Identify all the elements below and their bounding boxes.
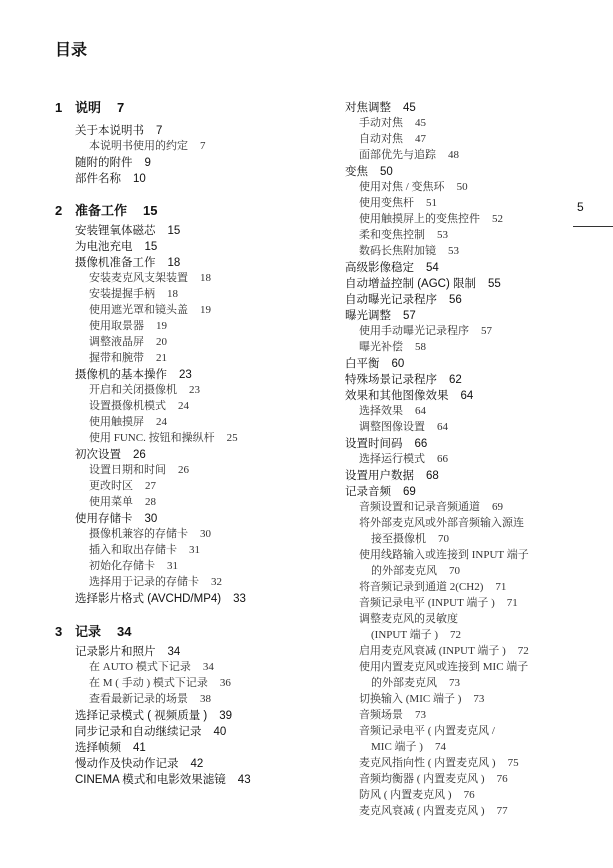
toc-subsection-entry[interactable] — [359, 196, 437, 211]
toc-subsection-entry[interactable] — [359, 788, 475, 803]
toc-page-number: 15 — [144, 241, 158, 253]
toc-entry-title: 查看最新记录的场景 — [89, 693, 188, 705]
toc-entry-title: 使用触摸屏 — [89, 416, 144, 428]
toc-page-number: 60 — [391, 358, 405, 370]
toc-chapter-entry[interactable] — [55, 203, 157, 218]
toc-page-number: 18 — [167, 288, 178, 300]
toc-subsection-entry[interactable] — [89, 351, 167, 366]
toc-page-number: 64 — [415, 405, 426, 417]
page-number: 5 — [577, 200, 584, 214]
toc-page-number: 62 — [449, 374, 462, 386]
toc-entry-title: 记录影片和照片 — [75, 646, 156, 658]
toc-subsection-entry[interactable] — [89, 692, 211, 707]
toc-section-entry[interactable] — [75, 773, 251, 788]
toc-subsection-entry[interactable] — [359, 772, 508, 787]
toc-section-entry[interactable] — [75, 592, 246, 607]
toc-page-number: 20 — [156, 336, 167, 348]
toc-entry-title: 部件名称 — [75, 173, 121, 185]
toc-page-number: 15 — [143, 203, 158, 218]
toc-page-number: 39 — [219, 710, 233, 722]
toc-page-number: 31 — [189, 544, 200, 556]
toc-page-number: 58 — [415, 341, 426, 353]
toc-page-number: 57 — [481, 325, 492, 337]
toc-entry-title: 设置日期和时间 — [89, 464, 166, 476]
toc-page-number: 71 — [495, 581, 507, 593]
toc-subsection-entry[interactable] — [359, 148, 459, 163]
toc-subsection-entry[interactable] — [371, 740, 446, 755]
toc-page-number: 52 — [492, 213, 503, 225]
toc-page-number: 53 — [448, 245, 459, 257]
toc-page-number: 72 — [450, 629, 462, 641]
toc-section-entry[interactable] — [75, 448, 146, 463]
toc-entry-title: 握带和腕带 — [89, 352, 144, 364]
toc-section-entry[interactable] — [345, 485, 416, 500]
toc-section-entry[interactable] — [345, 373, 462, 388]
toc-entry-title: 使用手动曝光记录程序 — [359, 325, 469, 337]
toc-entry-title: 安装锂氧体磁芯 — [75, 225, 156, 237]
toc-section-entry[interactable] — [75, 124, 162, 139]
chapter-number: 1 — [55, 100, 63, 115]
toc-entry-title: 将外部麦克风或外部音频输入源连 — [359, 517, 524, 529]
toc-entry-title: 将音频记录到通道 2(CH2) — [359, 581, 484, 593]
toc-page-number: 53 — [437, 229, 448, 241]
toc-page-number: 54 — [426, 262, 439, 274]
toc-entry-title: 调整液晶屏 — [89, 336, 144, 348]
toc-entry-title: 使用菜单 — [89, 496, 133, 508]
toc-page-number: 74 — [434, 741, 446, 753]
toc-subsection-entry[interactable] — [359, 644, 529, 659]
toc-entry-title: 的外部麦克风 — [371, 677, 437, 689]
toc-entry-title: 设置时间码 — [345, 438, 403, 450]
toc-page-number: 23 — [189, 384, 200, 396]
toc-entry-title: 记录音频 — [345, 486, 391, 498]
toc-entry-title: 手动对焦 — [359, 117, 403, 129]
toc-entry-title: 本说明书使用的约定 — [89, 140, 188, 152]
toc-subsection-entry[interactable] — [359, 420, 448, 435]
toc-entry-title: 更改时区 — [89, 480, 133, 492]
toc-page-number: 9 — [144, 157, 151, 169]
toc-entry-title: 音频场景 — [359, 709, 403, 721]
toc-entry-title: 随附的附件 — [75, 157, 133, 169]
toc-page-number: 24 — [156, 416, 167, 428]
toc-entry-title: 切换输入 (MIC 端子 ) — [359, 693, 462, 705]
toc-page-number: 70 — [449, 565, 460, 577]
toc-page-number: 33 — [233, 593, 246, 605]
toc-page-number: 18 — [167, 257, 181, 269]
toc-entry-title: 的外部麦克风 — [371, 565, 437, 577]
toc-entry-title: MIC 端子 ) — [371, 741, 423, 753]
toc-page-number: 68 — [426, 470, 439, 482]
toc-page-number: 23 — [179, 369, 192, 381]
toc-entry-title: 效果和其他图像效果 — [345, 390, 449, 402]
toc-page-number: 24 — [178, 400, 189, 412]
toc-entry-title: 选择影片格式 (AVCHD/MP4) — [75, 593, 222, 605]
toc-page-number: 32 — [211, 576, 222, 588]
toc-page-number: 25 — [226, 432, 238, 444]
toc-entry-title: 在 AUTO 模式下记录 — [89, 661, 191, 673]
toc-subsection-entry[interactable] — [89, 271, 211, 286]
toc-page-number: 34 — [202, 661, 214, 673]
toc-entry-title: 防风 ( 内置麦克风 ) — [359, 789, 452, 801]
chapter-number: 2 — [55, 203, 63, 218]
toc-subsection-entry[interactable] — [359, 340, 426, 355]
toc-entry-title: 柔和变焦控制 — [359, 229, 425, 241]
toc-entry-title: 面部优先与追踪 — [359, 149, 436, 161]
toc-entry-title: 插入和取出存储卡 — [89, 544, 177, 556]
toc-page-number: 40 — [213, 726, 227, 738]
toc-subsection-entry[interactable] — [359, 228, 448, 243]
toc-page-number: 34 — [167, 646, 181, 658]
toc-page-number: 76 — [463, 789, 475, 801]
toc-subsection-entry[interactable] — [89, 543, 200, 558]
toc-section-entry[interactable] — [345, 437, 427, 452]
toc-subsection-entry[interactable] — [89, 495, 156, 510]
toc-entry-title: 摄像机的基本操作 — [75, 369, 167, 381]
toc-entry-title: 接至摄像机 — [371, 533, 426, 545]
toc-entry-title: 初次设置 — [75, 449, 121, 461]
toc-page-number: 43 — [237, 774, 251, 786]
toc-subsection-entry[interactable] — [89, 335, 167, 350]
toc-section-entry[interactable] — [75, 368, 192, 383]
toc-entry-title: 选择效果 — [359, 405, 403, 417]
toc-entry-title: CINEMA 模式和电影效果滤镜 — [75, 774, 226, 786]
toc-subsection-entry[interactable] — [359, 596, 518, 611]
toc-entry-title: 调整图像设置 — [359, 421, 425, 433]
toc-page-number: 48 — [448, 149, 459, 161]
toc-page-number: 77 — [496, 805, 508, 817]
toc-page-number: 47 — [415, 133, 426, 145]
page-number-rule — [573, 226, 613, 227]
toc-page-number: 56 — [449, 294, 462, 306]
toc-section-entry[interactable] — [75, 725, 226, 740]
toc-page-number: 19 — [200, 304, 211, 316]
toc-subsection-entry[interactable] — [89, 415, 167, 430]
toc-page-number: 76 — [496, 773, 508, 785]
toc-section-entry[interactable] — [75, 512, 157, 527]
toc-section-entry[interactable] — [345, 469, 439, 484]
toc-page-number: 7 — [117, 100, 125, 115]
toc-subsection-entry[interactable] — [359, 548, 529, 563]
toc-section-entry[interactable] — [345, 277, 501, 292]
toc-page-number: 21 — [156, 352, 167, 364]
toc-entry-title: 变焦 — [345, 166, 368, 178]
toc-subsection-entry[interactable] — [359, 692, 484, 707]
toc-subsection-entry[interactable] — [359, 452, 448, 467]
toc-entry-title: 使用内置麦克风或连接到 MIC 端子 — [359, 661, 529, 673]
toc-section-entry[interactable] — [345, 389, 473, 404]
toc-entry-title: 自动增益控制 (AGC) 限制 — [345, 278, 476, 290]
toc-entry-title: 开启和关闭摄像机 — [89, 384, 177, 396]
toc-page-number: 36 — [219, 677, 231, 689]
toc-entry-title: 同步记录和自动继续记录 — [75, 726, 202, 738]
toc-entry-title: 初始化存储卡 — [89, 560, 155, 572]
toc-subsection-entry[interactable] — [89, 431, 238, 446]
toc-entry-title: 设置用户数据 — [345, 470, 414, 482]
toc-subsection-entry[interactable] — [359, 132, 426, 147]
toc-page-number: 19 — [156, 320, 167, 332]
toc-entry-title: 自动对焦 — [359, 133, 403, 145]
toc-entry-title: 说明 — [75, 100, 102, 115]
toc-entry-title: 麦克风衰减 ( 内置麦克风 ) — [359, 805, 485, 817]
toc-entry-title: 为电池充电 — [75, 241, 133, 253]
toc-subsection-entry[interactable] — [359, 212, 503, 227]
toc-subsection-entry[interactable] — [359, 244, 459, 259]
toc-entry-title: 使用 FUNC. 按钮和操纵杆 — [89, 432, 215, 444]
toc-entry-title: 对焦调整 — [345, 102, 391, 114]
toc-entry-title: 麦克风指向性 ( 内置麦克风 ) — [359, 757, 496, 769]
toc-section-entry[interactable] — [75, 224, 180, 239]
toc-section-entry[interactable] — [345, 101, 416, 116]
toc-page-number: 10 — [133, 173, 146, 185]
toc-subsection-entry[interactable] — [359, 804, 508, 819]
toc-subsection-entry[interactable] — [359, 756, 519, 771]
toc-page-number: 57 — [403, 310, 416, 322]
toc-entry-title: 特殊场景记录程序 — [345, 374, 437, 386]
toc-entry-title: 使用线路输入或连接到 INPUT 端子 — [359, 549, 529, 561]
toc-page-number: 66 — [414, 438, 428, 450]
toc-entry-title: 在 M ( 手动 ) 模式下记录 — [89, 677, 208, 689]
toc-subsection-entry[interactable] — [371, 532, 449, 547]
toc-subsection-entry[interactable] — [89, 399, 189, 414]
toc-page-number: 30 — [144, 513, 158, 525]
toc-page-number: 26 — [133, 449, 146, 461]
toc-page-number: 31 — [167, 560, 178, 572]
chapter-number: 3 — [55, 624, 63, 639]
toc-subsection-entry[interactable] — [359, 180, 468, 195]
toc-entry-title: 音频设置和记录音频通道 — [359, 501, 480, 513]
toc-subsection-entry[interactable] — [359, 580, 506, 595]
toc-page-number: 18 — [200, 272, 211, 284]
toc-entry-title: 使用变焦杆 — [359, 197, 414, 209]
toc-entry-title: 音频记录电平 (INPUT 端子 ) — [359, 597, 495, 609]
toc-section-entry[interactable] — [345, 261, 439, 276]
toc-subsection-entry[interactable] — [359, 404, 426, 419]
toc-entry-title: 设置摄像机模式 — [89, 400, 166, 412]
toc-section-entry[interactable] — [75, 757, 203, 772]
toc-page-number: 7 — [200, 140, 206, 152]
toc-entry-title: 使用存储卡 — [75, 513, 133, 525]
toc-entry-title: 关于本说明书 — [75, 125, 144, 137]
toc-page-number: 51 — [426, 197, 437, 209]
toc-page-number: 71 — [506, 597, 518, 609]
toc-page-number: 75 — [507, 757, 519, 769]
toc-entry-title: 使用对焦 / 变焦环 — [359, 181, 445, 193]
toc-subsection-entry[interactable] — [89, 287, 178, 302]
toc-entry-title: 选择记录模式 ( 视频质量 ) — [75, 710, 208, 722]
toc-entry-title: 安装麦克风支架装置 — [89, 272, 188, 284]
toc-page-number: 26 — [178, 464, 189, 476]
toc-page-number: 15 — [167, 225, 181, 237]
toc-subsection-entry[interactable] — [89, 559, 178, 574]
toc-subsection-entry[interactable] — [89, 575, 222, 590]
toc-entry-title: 安装提握手柄 — [89, 288, 155, 300]
toc-subsection-entry[interactable] — [89, 383, 200, 398]
toc-entry-title: 选择用于记录的存储卡 — [89, 576, 199, 588]
toc-subsection-entry[interactable] — [371, 676, 460, 691]
toc-entry-title: 准备工作 — [75, 203, 128, 218]
toc-page-number: 50 — [380, 166, 393, 178]
toc-subsection-entry[interactable] — [371, 628, 461, 643]
toc-page-number: 66 — [437, 453, 448, 465]
toc-entry-title: 白平衡 — [345, 358, 380, 370]
toc-page-number: 50 — [456, 181, 468, 193]
toc-page-number: 73 — [473, 693, 485, 705]
toc-page-number: 38 — [200, 693, 211, 705]
toc-entry-title: 选择帧频 — [75, 742, 121, 754]
toc-entry-title: 自动曝光记录程序 — [345, 294, 437, 306]
toc-page-number: 64 — [437, 421, 448, 433]
toc-subsection-entry[interactable] — [89, 139, 206, 154]
toc-page-number: 72 — [517, 645, 529, 657]
toc-page-number: 69 — [403, 486, 416, 498]
toc-section-entry[interactable] — [345, 357, 404, 372]
page-title: 目录 — [55, 42, 88, 59]
toc-subsection-entry[interactable] — [89, 527, 211, 542]
toc-page-number: 73 — [449, 677, 460, 689]
toc-chapter-entry[interactable] — [55, 100, 124, 115]
toc-subsection-entry[interactable] — [359, 500, 503, 515]
toc-entry-title: 慢动作及快动作记录 — [75, 758, 179, 770]
toc-subsection-entry[interactable] — [371, 564, 460, 579]
toc-entry-title: 音频记录电平 ( 内置麦克风 / — [359, 725, 495, 737]
toc-entry-title: 音频均衡器 ( 内置麦克风 ) — [359, 773, 485, 785]
toc-section-entry[interactable] — [75, 645, 180, 660]
toc-subsection-entry[interactable] — [359, 612, 458, 627]
toc-subsection-entry[interactable] — [89, 303, 211, 318]
toc-subsection-entry[interactable] — [359, 724, 495, 739]
toc-entry-title: (INPUT 端子 ) — [371, 629, 439, 641]
toc-page-number: 45 — [403, 102, 416, 114]
toc-section-entry[interactable] — [75, 156, 151, 171]
toc-section-entry[interactable] — [75, 256, 180, 271]
toc-subsection-entry[interactable] — [89, 463, 189, 478]
toc-subsection-entry[interactable] — [359, 708, 426, 723]
toc-page-number: 34 — [117, 624, 132, 639]
toc-entry-title: 记录 — [75, 624, 102, 639]
toc-subsection-entry[interactable] — [359, 516, 524, 531]
toc-page-number: 41 — [133, 742, 146, 754]
toc-entry-title: 曝光调整 — [345, 310, 391, 322]
toc-page-number: 55 — [487, 278, 501, 290]
toc-subsection-entry[interactable] — [359, 116, 426, 131]
toc-subsection-entry[interactable] — [359, 660, 528, 675]
toc-section-entry[interactable] — [75, 240, 157, 255]
toc-entry-title: 使用触摸屏上的变焦控件 — [359, 213, 480, 225]
toc-section-entry[interactable] — [345, 165, 393, 180]
toc-entry-title: 选择运行模式 — [359, 453, 425, 465]
toc-section-entry[interactable] — [345, 293, 462, 308]
toc-page-number: 70 — [438, 533, 449, 545]
toc-subsection-entry[interactable] — [89, 479, 156, 494]
toc-page-number: 28 — [145, 496, 156, 508]
toc-entry-title: 使用遮光罩和镜头盖 — [89, 304, 188, 316]
toc-entry-title: 摄像机准备工作 — [75, 257, 156, 269]
toc-entry-title: 高级影像稳定 — [345, 262, 414, 274]
toc-entry-title: 曝光补偿 — [359, 341, 403, 353]
toc-subsection-entry[interactable] — [89, 660, 214, 675]
toc-entry-title: 使用取景器 — [89, 320, 144, 332]
toc-subsection-entry[interactable] — [359, 324, 492, 339]
toc-page-number: 45 — [415, 117, 426, 129]
toc-page-number: 42 — [190, 758, 204, 770]
toc-page-number: 27 — [145, 480, 156, 492]
toc-chapter-entry[interactable] — [55, 624, 131, 639]
toc-entry-title: 调整麦克风的灵敏度 — [359, 613, 458, 625]
toc-section-entry[interactable] — [75, 709, 232, 724]
toc-entry-title: 摄像机兼容的存储卡 — [89, 528, 188, 540]
toc-page-number: 7 — [156, 125, 163, 137]
toc-page-number: 64 — [460, 390, 474, 402]
toc-entry-title: 数码长焦附加镜 — [359, 245, 436, 257]
toc-section-entry[interactable] — [345, 309, 416, 324]
toc-section-entry[interactable] — [75, 172, 146, 187]
toc-page-number: 73 — [415, 709, 426, 721]
toc-subsection-entry[interactable] — [89, 319, 167, 334]
toc-subsection-entry[interactable] — [89, 676, 231, 691]
toc-page-number: 30 — [200, 528, 211, 540]
toc-section-entry[interactable] — [75, 741, 146, 756]
toc-entry-title: 启用麦克风衰减 (INPUT 端子 ) — [359, 645, 506, 657]
toc-page-number: 69 — [492, 501, 503, 513]
